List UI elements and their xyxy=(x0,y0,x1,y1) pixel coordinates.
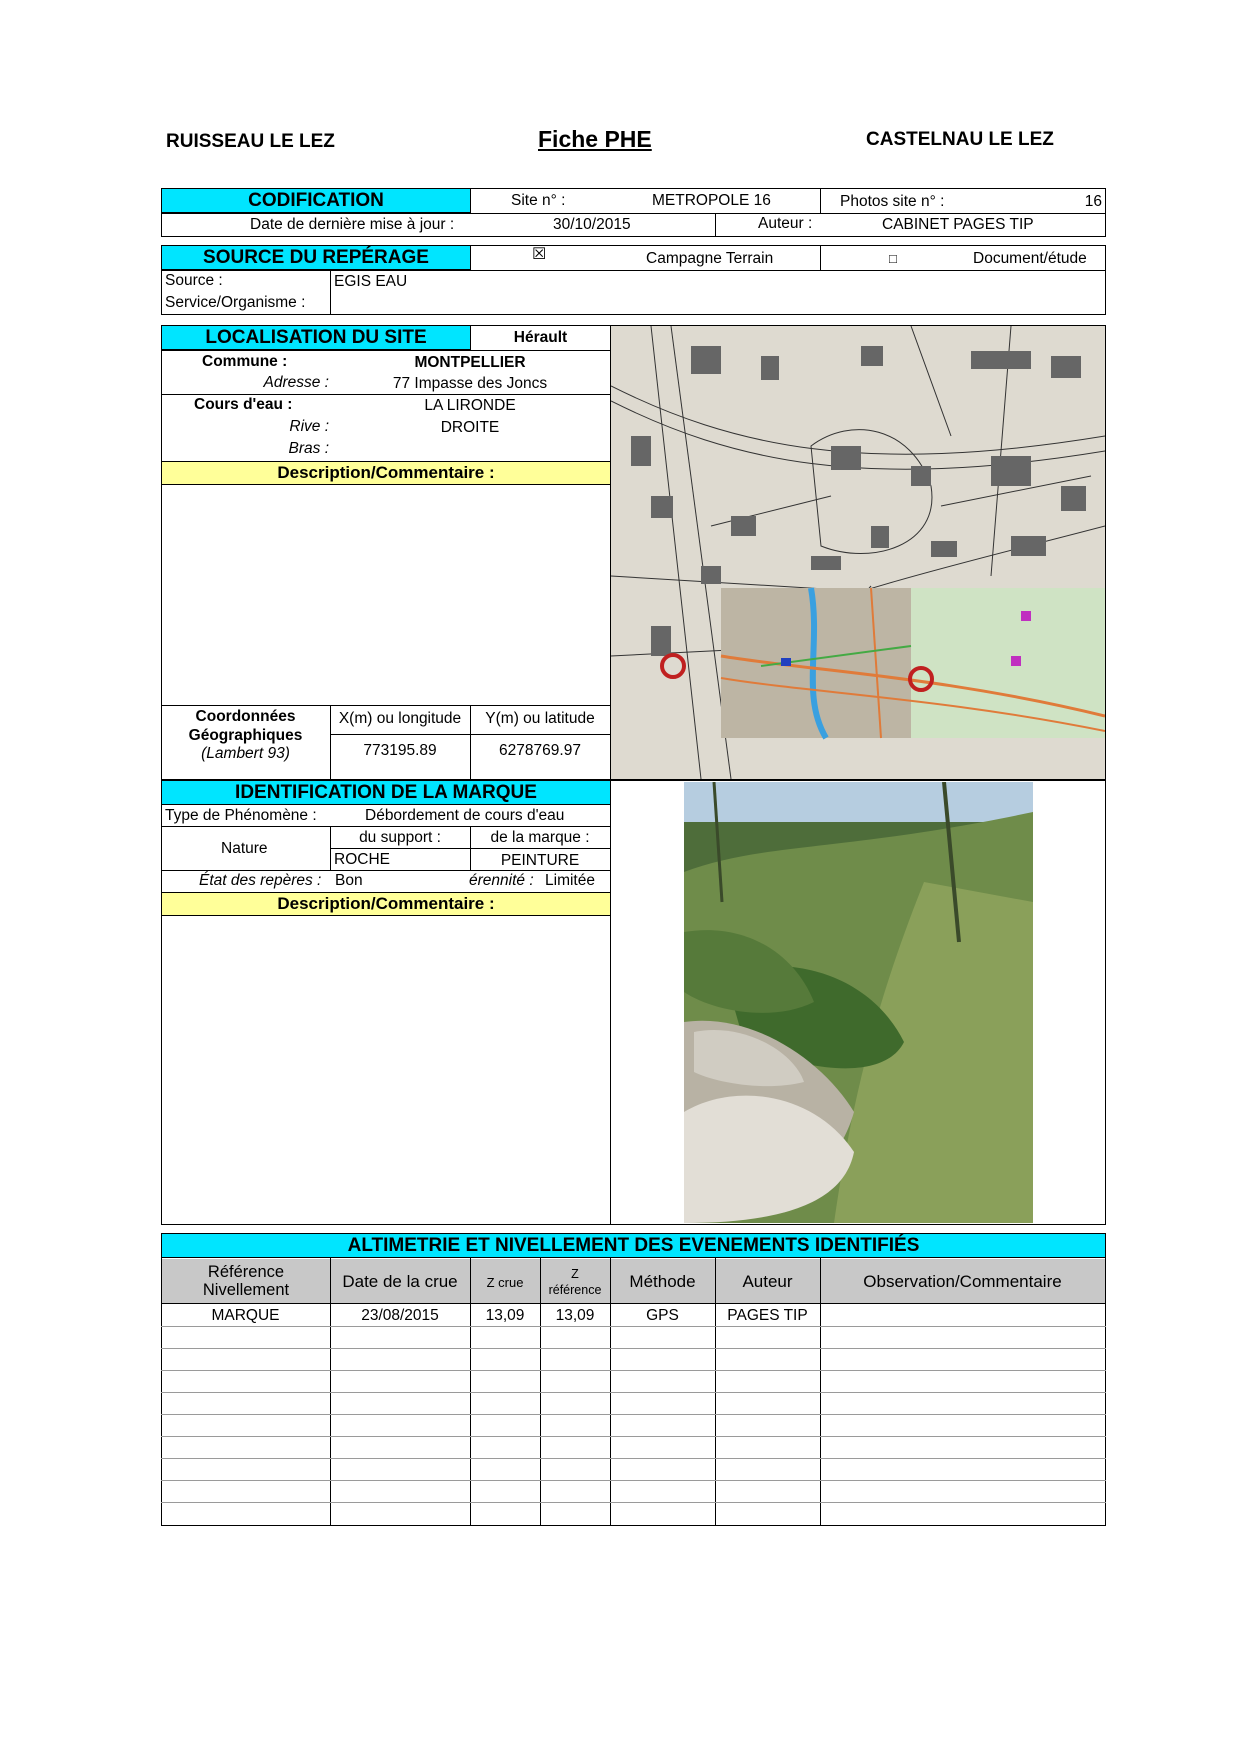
etat-value: Bon xyxy=(335,872,363,889)
localisation-description-label: Description/Commentaire : xyxy=(277,463,495,482)
support-value: ROCHE xyxy=(334,851,390,868)
commune-header: CASTELNAU LE LEZ xyxy=(866,129,1054,150)
cadastral-map xyxy=(611,326,1105,779)
adresse-value: 77 Impasse des Joncs xyxy=(392,375,548,392)
rive-value: DROITE xyxy=(440,419,500,436)
row-z-reference: 13,09 xyxy=(555,1307,595,1324)
campagne-terrain-checkbox[interactable]: ☒ xyxy=(532,246,547,263)
perennite-label: érennité : xyxy=(469,872,534,889)
row-date-crue: 23/08/2015 xyxy=(361,1307,439,1324)
update-date-label: Date de dernière mise à jour : xyxy=(250,216,455,233)
rive-label: Rive : xyxy=(289,418,329,435)
col-date-crue: Date de la crue xyxy=(342,1272,458,1291)
river-name: RUISSEAU LE LEZ xyxy=(166,131,335,152)
altimetrie-heading: ALTIMETRIE ET NIVELLEMENT DES EVENEMENTS IDENTIFIÉS xyxy=(347,1235,920,1256)
adresse-label: Adresse : xyxy=(263,374,329,391)
cours-eau-value: LA LIRONDE xyxy=(424,397,516,414)
support-label: du support : xyxy=(359,829,441,846)
marque-description-label: Description/Commentaire : xyxy=(277,894,495,913)
site-photo xyxy=(684,782,1033,1223)
document-etude-checkbox[interactable]: □ xyxy=(889,251,897,266)
localisation-heading: LOCALISATION DU SITE xyxy=(205,327,427,348)
col-methode: Méthode xyxy=(629,1272,696,1291)
source-label: Source : xyxy=(165,272,223,289)
marque-value: PEINTURE xyxy=(500,852,580,869)
document-etude-label: Document/étude xyxy=(973,250,1087,267)
commune-label: Commune : xyxy=(202,353,288,370)
page-title: Fiche PHE xyxy=(538,126,652,152)
phenomene-type-value: Débordement de cours d'eau xyxy=(365,807,565,824)
col-z-reference: Z référence xyxy=(548,1267,602,1297)
row-z-crue: 13,09 xyxy=(485,1307,525,1324)
col-observation: Observation/Commentaire xyxy=(863,1272,1062,1291)
phenomene-type-label: Type de Phénomène : xyxy=(165,807,317,824)
col-z-crue: Z crue xyxy=(486,1275,524,1290)
update-date-value: 30/10/2015 xyxy=(553,216,631,233)
service-value: EGIS EAU xyxy=(334,273,408,290)
row-reference: MARQUE xyxy=(211,1307,280,1324)
etat-label: État des repères : xyxy=(199,872,322,889)
author-label: Auteur : xyxy=(758,215,813,232)
row-auteur: PAGES TIP xyxy=(727,1307,808,1324)
marque-description-area[interactable] xyxy=(162,917,610,1224)
y-coord-label: Y(m) ou latitude xyxy=(485,710,595,727)
x-coord-label: X(m) ou longitude xyxy=(338,710,462,727)
site-number-label: Site n° : xyxy=(511,192,566,209)
campagne-terrain-label: Campagne Terrain xyxy=(646,250,774,267)
identification-heading: IDENTIFICATION DE LA MARQUE xyxy=(235,782,537,803)
commune-value: MONTPELLIER xyxy=(414,354,526,371)
service-label: Service/Organisme : xyxy=(165,294,306,311)
departement-value: Hérault xyxy=(513,329,568,346)
codification-heading: CODIFICATION xyxy=(248,190,384,211)
col-auteur: Auteur xyxy=(742,1272,793,1291)
photos-site-label: Photos site n° : xyxy=(840,193,945,210)
coord-label-2: Géographiques xyxy=(188,727,303,744)
y-coord-value: 6278769.97 xyxy=(499,742,581,759)
col-reference-nivellement: Référence Nivellement xyxy=(202,1263,290,1299)
marque-label: de la marque : xyxy=(490,829,590,846)
photos-site-value: 16 xyxy=(1084,193,1102,210)
bras-label: Bras : xyxy=(288,440,329,457)
row-methode: GPS xyxy=(646,1307,679,1324)
source-heading: SOURCE DU REPÉRAGE xyxy=(203,247,429,268)
perennite-value: Limitée xyxy=(545,872,595,889)
localisation-description-area[interactable] xyxy=(162,486,610,705)
nature-label: Nature xyxy=(221,840,268,857)
x-coord-value: 773195.89 xyxy=(363,742,437,759)
cours-eau-label: Cours d'eau : xyxy=(194,396,293,413)
author-value: CABINET PAGES TIP xyxy=(882,216,1034,233)
site-number-value: METROPOLE 16 xyxy=(652,192,771,209)
coord-label-3: (Lambert 93) xyxy=(201,745,290,762)
coord-label-1: Coordonnées xyxy=(195,708,296,725)
